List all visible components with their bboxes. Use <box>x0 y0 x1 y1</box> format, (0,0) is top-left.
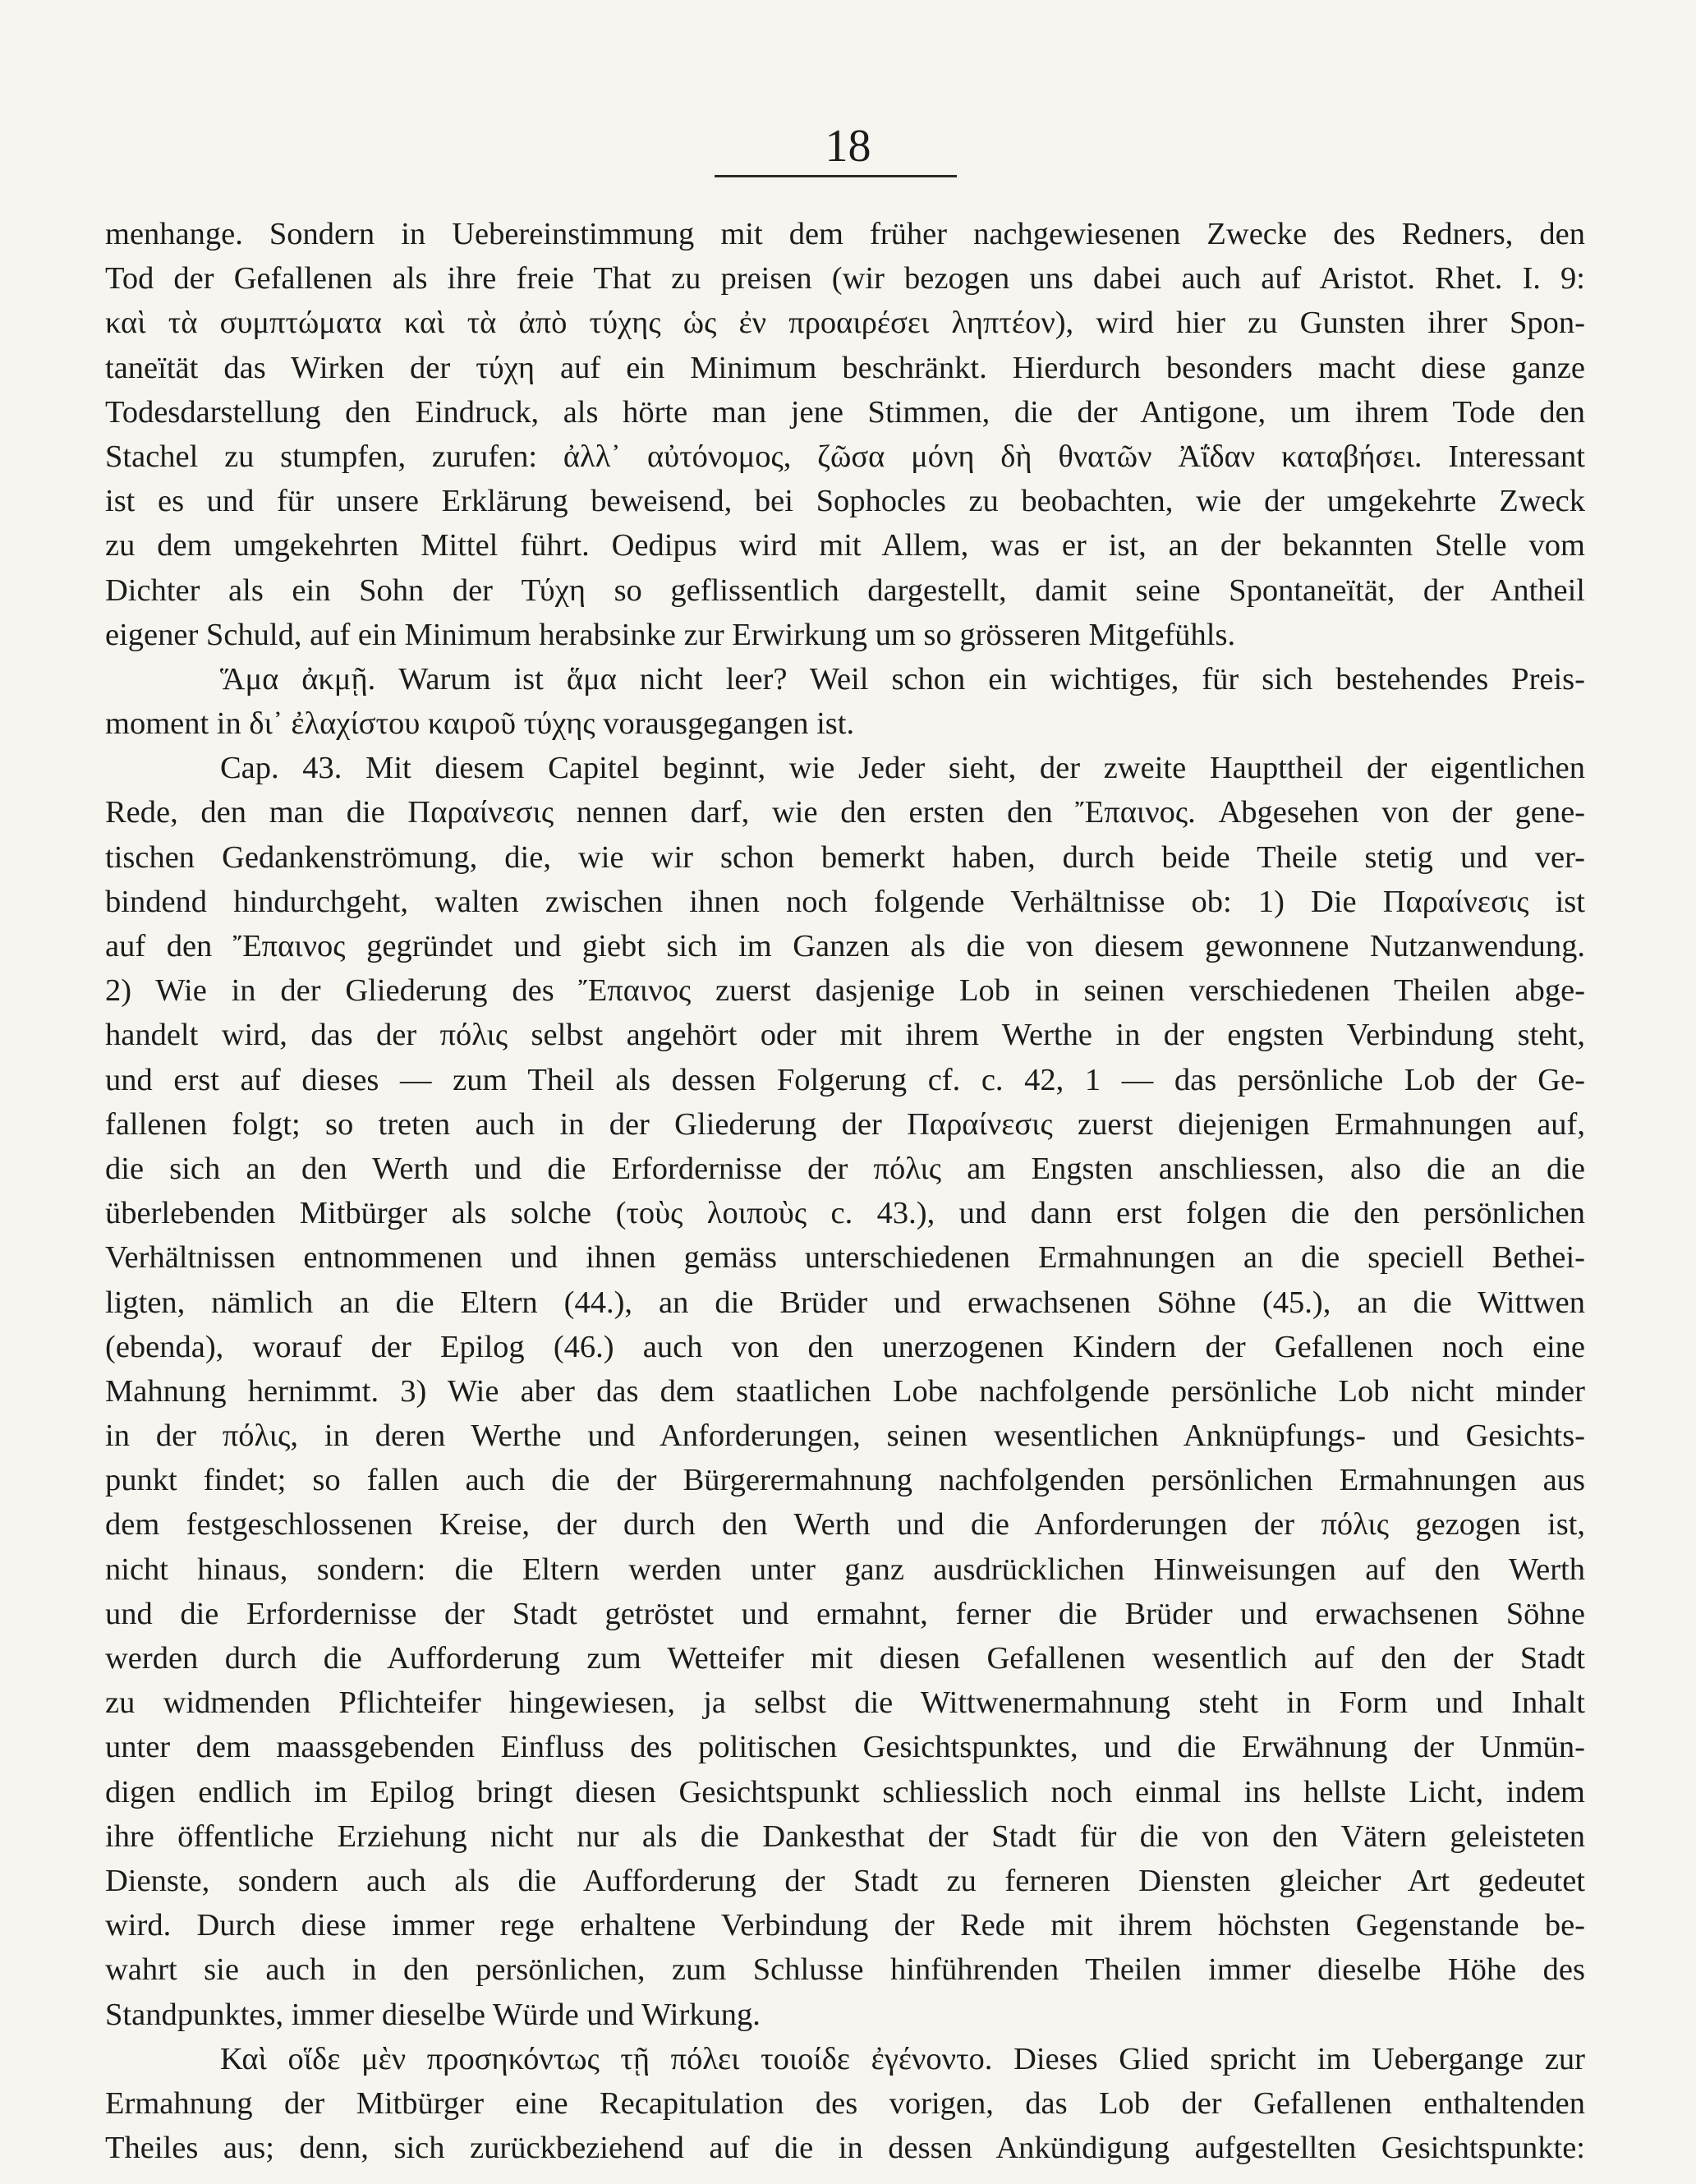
text-line: wahrt sie auch in den persönlichen, zum Schlusse hinführenden Theilen immer dieselbe Höhe des <box>105 1952 1585 1988</box>
text-line: ist es und für unsere Erklärung beweisend, bei Sophocles zu beobachten, wie der umgekehrte Zweck <box>105 484 1585 519</box>
text-line: Mahnung hernimmt. 3) Wie aber das dem staatlichen Lobe nachfolgende persönliche Lob nicht minder <box>105 1373 1585 1409</box>
text-line: Dienste, sondern auch als die Aufforderung der Stadt zu ferneren Diensten gleicher Art gedeutet <box>105 1863 1585 1898</box>
text-line: bindend hindurchgeht, walten zwischen ihnen noch folgende Verhältnisse ob: 1) Die Παραίνεσις ist <box>105 884 1585 919</box>
text-line: handelt wird, das der πόλις selbst angehört oder mit ihrem Werthe in der engsten Verbindung steht, <box>105 1018 1585 1053</box>
text-line: digen endlich im Epilog bringt diesen Gesichtspunkt schliesslich noch einmal ins hellste Licht, indem <box>105 1774 1585 1809</box>
text-line: fallenen folgt; so treten auch in der Gliederung der Παραίνεσις zuerst diejenigen Ermahnungen auf, <box>105 1106 1585 1142</box>
text-line: καὶ τὰ συμπτώματα καὶ τὰ ἀπὸ τύχης ὡς ἐν προαιρέσει ληπτέον), wird hier zu Gunsten ihrer Spon- <box>105 306 1585 341</box>
body-text <box>105 212 1585 2170</box>
text-line: und die Erfordernisse der Stadt getröstet und ermahnt, ferner die Brüder und erwachsenen Söhne <box>105 1596 1585 1631</box>
text-line: Ermahnung der Mitbürger eine Recapitulation des vorigen, das Lob der Gefallenen enthaltenden <box>105 2085 1585 2121</box>
text-line: ligten, nämlich an die Eltern (44.), an die Brüder und erwachsenen Söhne (45.), an die Wittwen <box>105 1285 1585 1320</box>
header-rule <box>715 175 957 177</box>
text-line: nicht hinaus, sondern: die Eltern werden unter ganz ausdrücklichen Hinweisungen auf den Werth <box>105 1552 1585 1587</box>
text-line: und erst auf dieses — zum Theil als dessen Folgerung cf. c. 42, 1 — das persönliche Lob der Ge- <box>105 1062 1585 1097</box>
text-line: Καὶ οἵδε μὲν προσηκόντως τῇ πόλει τοιοίδε ἐγένοντο. Dieses Glied spricht im Uebergange zur <box>220 2041 1585 2076</box>
text-line: eigener Schuld, auf ein Minimum herabsinke zur Erwirkung um so grösseren Mitgefühls. <box>105 617 1236 652</box>
text-line: (ebenda), worauf der Epilog (46.) auch von den unerzogenen Kindern der Gefallenen noch eine <box>105 1329 1585 1364</box>
text-line: punkt findet; so fallen auch die der Bürgerermahnung nachfolgenden persönlichen Ermahnungen aus <box>105 1463 1585 1498</box>
text-line: zu dem umgekehrten Mittel führt. Oedipus wird mit Allem, was er ist, an der bekannten Stelle vom <box>105 528 1585 563</box>
text-line: Standpunktes, immer dieselbe Würde und Wirkung. <box>105 1997 761 2032</box>
text-line: taneïtät das Wirken der τύχη auf ein Minimum beschränkt. Hierdurch besonders macht diese ganze <box>105 350 1585 385</box>
page-number: 18 <box>825 121 871 172</box>
text-line: in der πόλις, in deren Werthe und Anforderungen, seinen wesentlichen Anknüpfungs- und Gesichts- <box>105 1418 1585 1454</box>
text-line: auf den Ἔπαινος gegründet und giebt sich im Ganzen als die von diesem gewonnene Nutzanwendung. <box>105 929 1585 963</box>
text-line: Cap. 43. Mit diesem Capitel beginnt, wie Jeder sieht, der zweite Haupttheil der eigentlichen <box>220 751 1585 786</box>
text-line: Ἅμα ἀκμῇ. Warum ist ἅμα nicht leer? Weil schon ein wichtiges, für sich bestehendes Preis- <box>220 661 1585 697</box>
text-line: Tod der Gefallenen als ihre freie That zu preisen (wir bezogen uns dabei auch auf Aristot. Rhet. I. 9: <box>105 261 1585 297</box>
text-line: moment in δι᾽ ἐλαχίστου καιροῦ τύχης vorausgegangen ist. <box>105 706 855 742</box>
text-line: menhange. Sondern in Uebereinstimmung mit dem früher nachgewiesenen Zwecke des Redners, den <box>105 217 1585 251</box>
text-line: zu widmenden Pflichteifer hingewiesen, ja selbst die Wittwenermahnung steht in Form und Inhalt <box>105 1685 1585 1721</box>
text-line: werden durch die Aufforderung zum Wetteifer mit diesen Gefallenen wesentlich auf den der Stadt <box>105 1641 1585 1676</box>
text-line: überlebenden Mitbürger als solche (τοὺς λοιποὺς c. 43.), und dann erst folgen die den persönlichen <box>105 1196 1585 1231</box>
text-line: unter dem maassgebenden Einfluss des politischen Gesichtspunktes, und die Erwähnung der Unmün- <box>105 1730 1585 1765</box>
text-line: 2) Wie in der Gliederung des Ἔπαινος zuerst dasjenige Lob in seinen verschiedenen Theilen abge- <box>105 973 1585 1009</box>
text-line: wird. Durch diese immer rege erhaltene Verbindung der Rede mit ihrem höchsten Gegenstande be- <box>105 1908 1585 1943</box>
text-line: Theiles aus; denn, sich zurückbeziehend auf die in dessen Ankündigung aufgestellten Gesichtspunkte: <box>105 2131 1585 2166</box>
text-line: dem festgeschlossenen Kreise, der durch den Werth und die Anforderungen der πόλις gezogen ist, <box>105 1507 1585 1543</box>
text-line: tischen Gedankenströmung, die, wie wir schon bemerkt haben, durch beide Theile stetig und ver- <box>105 839 1585 875</box>
text-line: Stachel zu stumpfen, zurufen: ἀλλ᾽ αὐτόνομος, ζῶσα μόνη δὴ θνατῶν Ἀΐδαν καταβήσει. Interessant <box>105 439 1585 474</box>
text-line: die sich an den Werth und die Erfordernisse der πόλις am Engsten anschliessen, also die an die <box>105 1151 1585 1186</box>
text-line: Todesdarstellung den Eindruck, als hörte man jene Stimmen, die der Antigone, um ihrem Tode den <box>105 394 1585 430</box>
text-line: Dichter als ein Sohn der Τύχη so geflissentlich dargestellt, damit seine Spontaneïtät, der Antheil <box>105 572 1585 608</box>
text-line: Verhältnissen entnommenen und ihnen gemäss unterschiedenen Ermahnungen an die speciell Bethei- <box>105 1240 1585 1276</box>
text-line: Rede, den man die Παραίνεσις nennen darf, wie den ersten den Ἔπαινος. Abgesehen von der gene- <box>105 795 1585 830</box>
text-line: ihre öffentliche Erziehung nicht nur als die Dankesthat der Stadt für die von den Vätern geleisteten <box>105 1818 1585 1854</box>
